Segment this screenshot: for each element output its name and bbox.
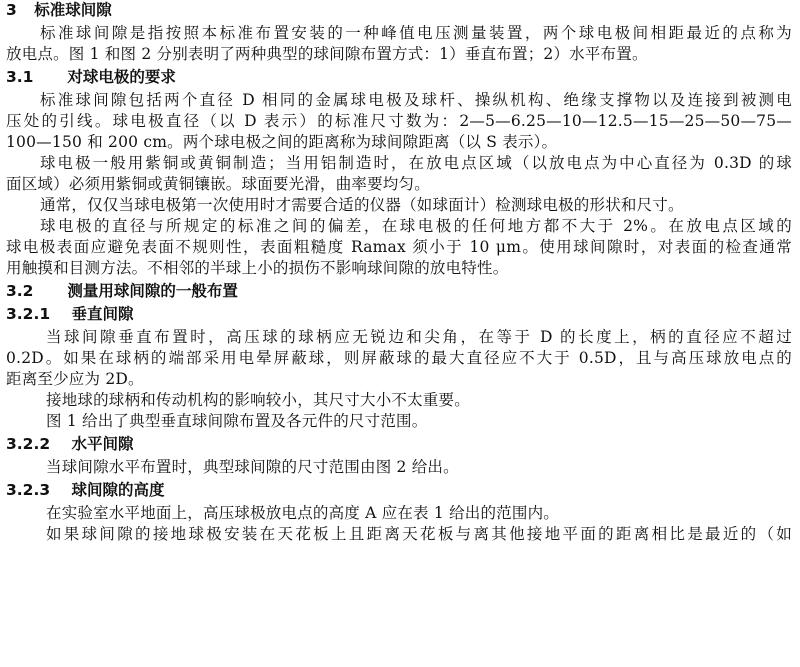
- paragraph: [6, 503, 792, 524]
- text-line: 当球间隙垂直布置时，高压球的球柄应无锐边和尖角，在等于 D 的长度上，柄的直径应不超过: [46, 328, 792, 346]
- text-line: 球电极表面应避免表面不规则性，表面粗糙度 Ramax 须小于 10 μm。使用球间隙时，对表面的检查通常: [6, 238, 792, 256]
- text-line: 如果球间隙的接地球极安装在天花板上且距离天花板与离其他接地平面的距离相比是最近的（如: [46, 525, 792, 543]
- paragraph: [6, 216, 792, 279]
- section-number: 3.2.1: [6, 305, 51, 323]
- section-title: 水平间隙: [71, 435, 134, 453]
- text-line: 通常，仅仅当球电极第一次使用时才需要合适的仪器（如球面计）检测球电极的形状和尺寸。: [40, 196, 684, 214]
- text-line: 在实验室水平地面上，高压球极放电点的高度 A 应在表 1 给出的范围内。: [46, 504, 559, 522]
- text-line: 压处的引线。球电极直径（以 D 表示）的标准尺寸数为：2—5—6.25—10—12.5—15—25—50—75—: [6, 112, 792, 130]
- section-3-2-1-heading: [6, 304, 792, 325]
- text-line: 接地球的球柄和传动机构的影响较小，其尺寸大小不太重要。: [46, 391, 470, 409]
- text-line: 面区域）必须用紫铜或黄铜镶嵌。球面要光滑，曲率要均匀。: [6, 175, 430, 193]
- paragraph: [6, 90, 792, 153]
- section-title: 球间隙的高度: [71, 481, 165, 499]
- section-number: 3.1: [6, 68, 34, 86]
- section-title: 标准球间隙: [34, 1, 112, 19]
- text-line: 放电点。图 1 和图 2 分别表明了两种典型的球间隙布置方式：1）垂直布置；2）水平布置。: [6, 45, 648, 63]
- section-3-2-heading: [6, 281, 792, 302]
- section-number: 3.2.2: [6, 435, 51, 453]
- text-line: 0.2D。如果在球柄的端部采用电晕屏蔽球，则屏蔽球的最大直径应不大于 0.5D，且与高压球放电点的: [6, 349, 792, 367]
- paragraph: [6, 327, 792, 390]
- text-line: 球电极的直径与所规定的标准之间的偏差，在球电极的任何地方都不大于 2%。在放电点区域的: [40, 217, 792, 235]
- text-line: 100—150 和 200 cm。两个球电极之间的距离称为球间隙距离（以 S 表示）。: [6, 133, 558, 151]
- text-line: 用触摸和目测方法。不相邻的半球上小的损伤不影响球间隙的放电特性。: [6, 259, 509, 277]
- section-title: 对球电极的要求: [67, 68, 176, 86]
- section-3-2-2-heading: [6, 434, 792, 455]
- text-line: 标准球间隙包括两个直径 D 相同的金属球电极及球杆、操纵机构、绝缘支撑物以及连接到被测电: [40, 91, 792, 109]
- section-3-2-3-heading: [6, 480, 792, 501]
- paragraph: [6, 524, 792, 545]
- section-number: 3: [6, 1, 17, 19]
- section-title: 测量用球间隙的一般布置: [67, 282, 238, 300]
- text-line: 球电极一般用紫铜或黄铜制造；当用铝制造时，在放电点区域（以放电点为中心直径为 0.3D 的球: [40, 154, 792, 172]
- text-line: 距离至少应为 2D。: [6, 370, 144, 388]
- text-line: 图 1 给出了典型垂直球间隙布置及各元件的尺寸范围。: [46, 412, 428, 430]
- text-line: 标准球间隙是指按照本标准布置安装的一种峰值电压测量装置，两个球电极间相距最近的点称为: [40, 24, 792, 42]
- paragraph: [6, 23, 792, 65]
- section-3-heading: [6, 0, 792, 21]
- paragraph: [6, 195, 792, 216]
- paragraph: [6, 390, 792, 411]
- section-3-1-heading: [6, 67, 792, 88]
- text-line: 当球间隙水平布置时，典型球间隙的尺寸范围由图 2 给出。: [46, 458, 459, 476]
- paragraph: [6, 411, 792, 432]
- paragraph: [6, 457, 792, 478]
- section-number: 3.2: [6, 282, 34, 300]
- section-number: 3.2.3: [6, 481, 51, 499]
- paragraph: [6, 153, 792, 195]
- section-title: 垂直间隙: [71, 305, 134, 323]
